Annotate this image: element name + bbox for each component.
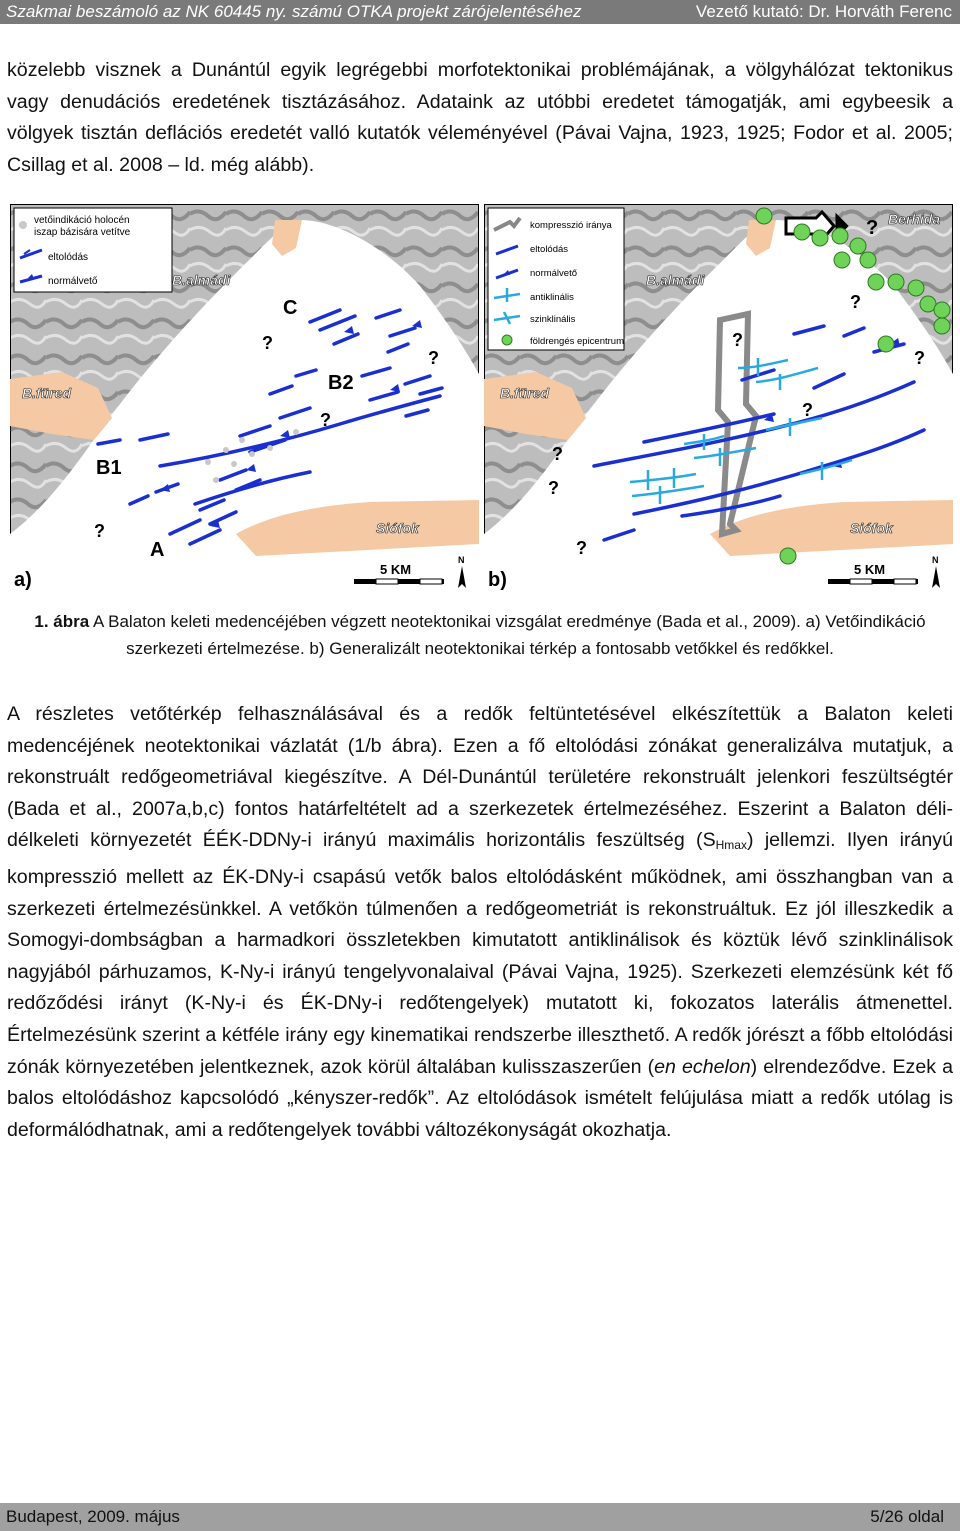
panel-a-label: a): [14, 569, 32, 591]
page-footer: [0, 1503, 960, 1531]
place-fured-b: B.füred: [500, 385, 549, 401]
page-header: [0, 0, 960, 24]
caption-text: A Balaton keleti medencéjében végzett neotektonikai vizsgálat eredménye (Bada et al., 2009). a) Vetőindikáció szerkezeti értelmezése. b) Generalizált neotektonikai térkép a fontosabb vetőkkel és redőkkel.: [89, 612, 926, 658]
body-paragraph-italic: en echelon: [654, 1055, 751, 1078]
legend-b-item4: antiklinális: [530, 292, 574, 303]
question-mark: ?: [320, 410, 331, 430]
north-label-b: N: [932, 555, 939, 565]
question-mark: ?: [548, 478, 559, 498]
question-mark: ?: [428, 348, 439, 368]
scale-label-a: 5 KM: [380, 562, 412, 577]
body-paragraph-part1: A részletes vetőtérkép felhasználásával és a redők feltüntetésével elkészítettük a Balaton keleti medencéjének neotektonikai vázlatát (1/b ábra). Ezen a fő eltolódási zónákat generalizálva mutatjuk, a rekonstruált redőgeometriával kiegészítve. A Dél-Dunántúl területére rekonstruált jelenkori feszültségtér (Bada et al., 2007a,b,c) fontos határfeltételt ad a szerkezetek értelmezéséhez. Eszerint a Balaton déli-délkeleti környezetét ÉÉK-DDNy-i irányú maximális horizontális feszültség (S: [7, 703, 953, 852]
legend-a-item1-line1: vetőindikáció holocén: [34, 215, 130, 226]
zone-c: C: [283, 297, 298, 319]
place-almadi-a: B.almádi: [172, 272, 231, 288]
panel-b-label: b): [488, 569, 507, 591]
legend-b-item5: szinklinális: [530, 314, 576, 325]
question-mark: ?: [576, 538, 587, 558]
place-siofok-a: Siófok: [376, 520, 419, 536]
body-paragraph-part2: ) jellemzi. Ilyen irányú kompresszió mellett az ÉK-DNy-i csapású vetők balos eltolódásként működnek, ami összhangban van a szerkezeti értelmezésünkkel. A vetőkön túlmenően a redőgeometriát is rekonstruáltuk. Ez jól illeszkedik a Somogyi-dombságban a harmadkori összletekben kimutatott antiklinálisok és köztük lévő szinklinálisok nagyjából párhuzamos, K-Ny-i irányú tengelyvonalaival (Pávai Vajna, 1925). Szerkezeti elemzésünk két fő redőződési irányt (K-Ny-i és ÉK-DNy-i redőtengelyek) mutatott ki, fokozatos laterális átmenettel. Értelmezésünk szerint a kétféle irány egy kinematikai rendszerbe illeszthető. A redők jórészt a főbb eltolódási zónák környezetében jelentkeznek, azok körül általában kulisszaszerűen (: [7, 829, 953, 1078]
legend-gray-dot: [19, 221, 27, 229]
legend-b-item2: eltolódás: [530, 244, 569, 255]
question-mark: ?: [552, 444, 563, 464]
figure-caption: [7, 608, 953, 662]
intro-paragraph: közelebb visznek a Dunántúl egyik legrégebbi morfotektonikai problémájának, a völgyhálózat tektonikus vagy denudációs eredetének tisztázásához. Adataink az utóbbi eredetet támogatják, ami egybeesik a völgyek tisztán deflációs eredetét valló kutatók véleményével (Pávai Vajna, 1923, 1925; Fodor et al. 2005; Csillag et al. 2008 – ld. még alább).: [7, 59, 953, 176]
map-panel-a: [10, 204, 479, 593]
shmax-subscript: Hmax: [715, 838, 747, 853]
question-mark: ?: [94, 521, 105, 541]
legend-a-item2: eltolódás: [48, 252, 89, 263]
zone-b2: B2: [328, 372, 354, 394]
zone-a: A: [150, 539, 165, 561]
legend-b-item1: kompresszió iránya: [530, 220, 612, 231]
footer-date: Budapest, 2009. május: [6, 1507, 180, 1526]
legend-epicenter-symbol: [502, 335, 512, 345]
legend-a-item3: normálvető: [48, 276, 98, 287]
zone-b1: B1: [96, 457, 122, 479]
header-project-title: Szakmai beszámoló az NK 60445 ny. számú OTKA projekt zárójelentéséhez: [6, 2, 582, 21]
place-almadi-b: B.almádi: [646, 272, 705, 288]
map-panel-b: [484, 204, 953, 593]
body-paragraph-part3: ) elrendeződve. Ezek a balos eltolódáshoz kapcsolódó „kényszer-redők”. Az eltolódások ismételt felújulása miatt a redők utólag is deformálódhatnak, ami a redőtengelyek további változékonyságát okozhatja.: [7, 1055, 954, 1141]
legend-a-item1-line2: iszap bázisára vetítve: [34, 227, 131, 238]
place-siofok-b: Siófok: [850, 520, 893, 536]
question-mark: ?: [914, 348, 925, 368]
question-mark: ?: [262, 333, 273, 353]
place-berhida: Berhida: [888, 211, 941, 227]
scale-label-b: 5 KM: [854, 562, 886, 577]
footer-page-number: 5/26 oldal: [870, 1507, 944, 1526]
question-mark: ?: [850, 292, 861, 312]
question-mark: ?: [802, 400, 813, 420]
body-paragraph: [7, 699, 953, 1146]
legend-b-item3: normálvető: [530, 268, 577, 279]
place-fured-a: B.füred: [22, 385, 71, 401]
legend-b-item6: földrengés epicentrum: [530, 336, 624, 347]
question-mark: ?: [866, 217, 879, 239]
north-label-a: N: [458, 555, 465, 565]
question-mark: ?: [732, 330, 743, 350]
header-lead-researcher: Vezető kutató: Dr. Horváth Ferenc: [695, 2, 952, 21]
caption-number: 1. ábra: [34, 612, 90, 631]
